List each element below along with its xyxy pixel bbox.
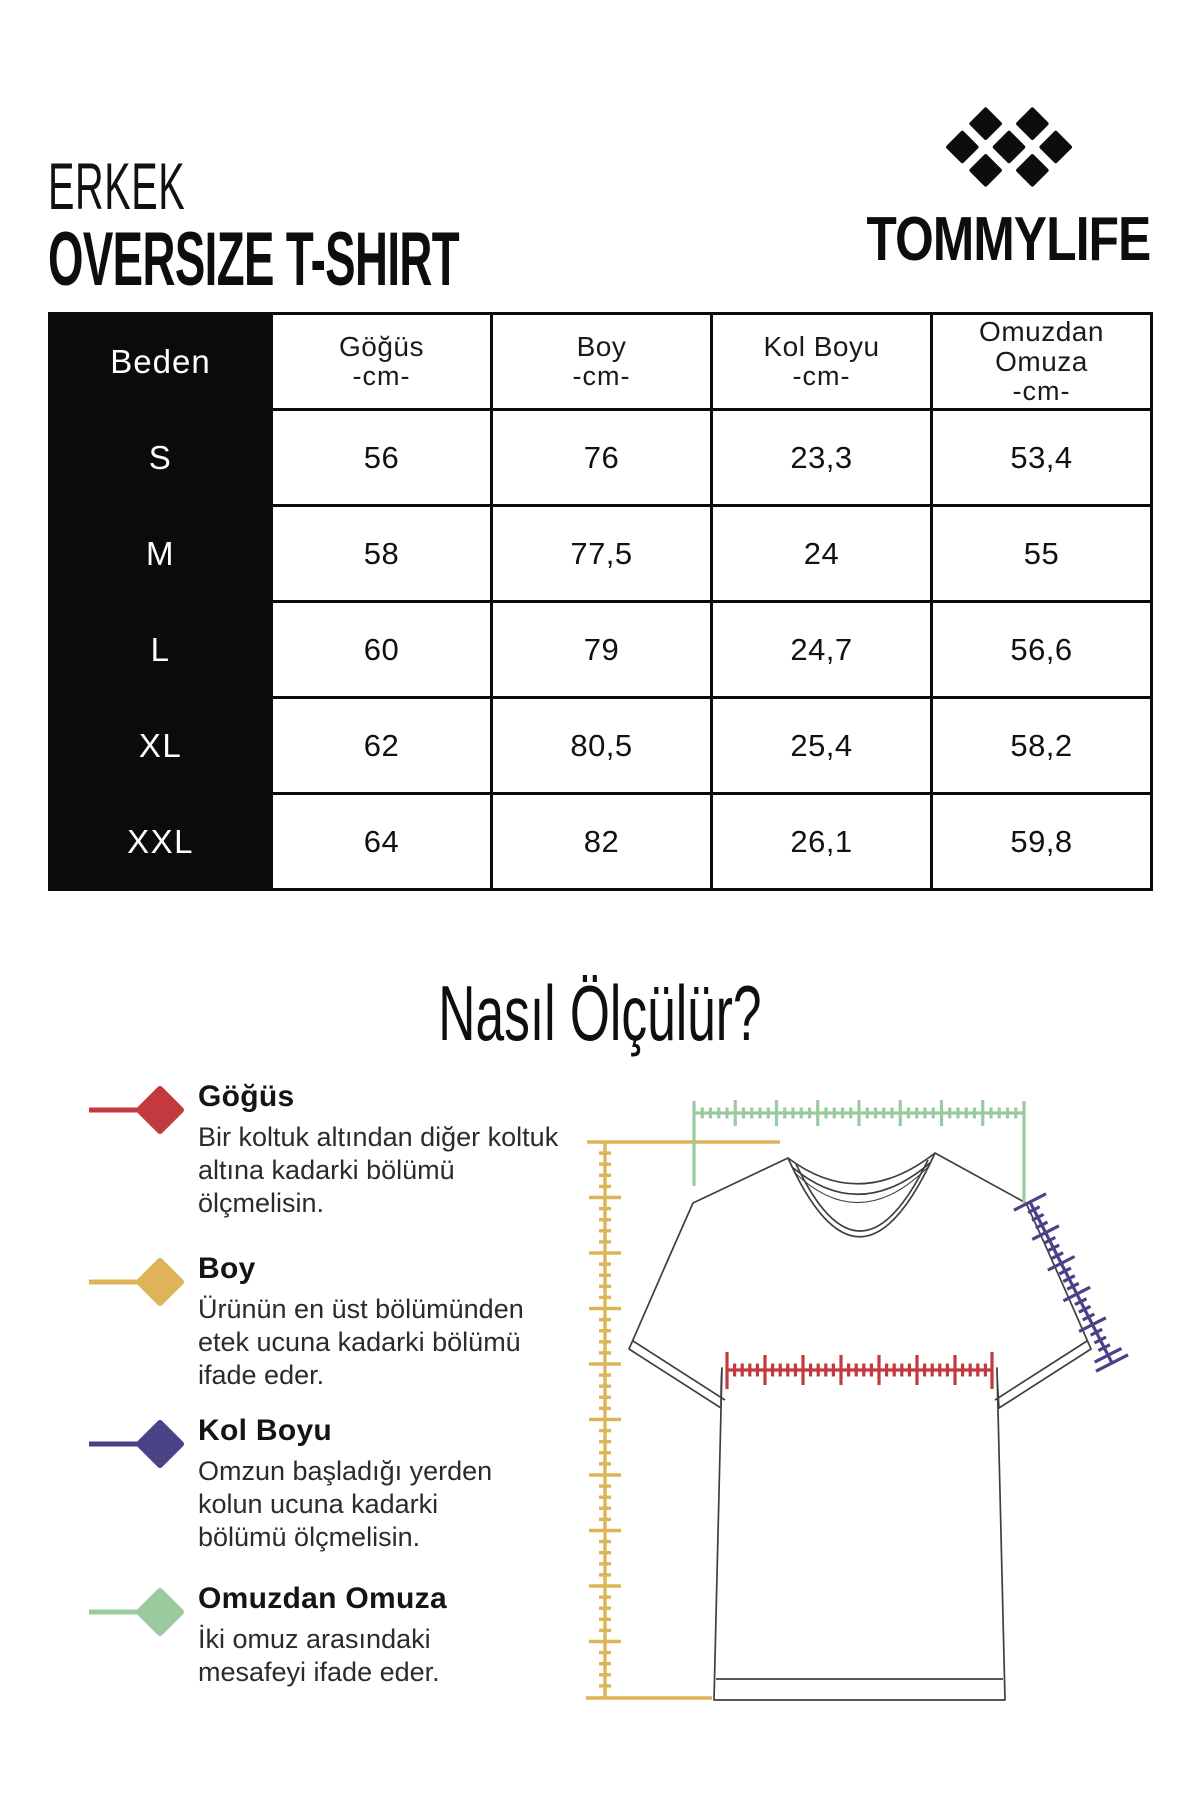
legend-description: Ürünün en üst bölümünden etek ucuna kadarki bölümü ifade eder.: [198, 1294, 524, 1390]
legend-description: Omzun başladığı yerden kolun ucuna kadarki bölümü ölçmelisin.: [198, 1456, 493, 1552]
legend-title: Boy: [198, 1252, 256, 1285]
value-cell: 77,5: [492, 506, 712, 602]
size-table: [48, 312, 1153, 891]
column-label: Boy: [576, 331, 627, 362]
column-label: Göğüs: [339, 331, 424, 362]
column-unit: -cm-: [572, 361, 631, 391]
column-label: Kol Boyu: [763, 331, 880, 362]
column-unit: -cm-: [1012, 376, 1071, 406]
value-cell: 56: [272, 410, 492, 506]
value-cell: 79: [492, 602, 712, 698]
column-unit: -cm-: [352, 361, 411, 391]
column-header-boy: [492, 314, 712, 410]
legend-title: Göğüs: [198, 1080, 295, 1113]
brand-logo: [868, 100, 1148, 275]
legend-item-boy: [86, 1252, 570, 1392]
table-row-s: [50, 410, 1152, 506]
column-header-kol-boyu: [712, 314, 932, 410]
table-row-xxl: [50, 794, 1152, 890]
value-cell: 24,7: [712, 602, 932, 698]
brand-diamonds-icon: [942, 100, 1074, 192]
table-row-l: [50, 602, 1152, 698]
legend-title: Omuzdan Omuza: [198, 1582, 447, 1615]
legend-item-omuzdan-omuza: [86, 1582, 490, 1689]
page-title: [48, 216, 733, 303]
value-cell: 82: [492, 794, 712, 890]
how-to-measure-heading: [0, 968, 1200, 1059]
value-cell: 25,4: [712, 698, 932, 794]
value-cell: 80,5: [492, 698, 712, 794]
brand-wordmark-text: TOMMYLIFE: [866, 205, 1150, 274]
size-label: XL: [50, 698, 272, 794]
value-cell: 53,4: [932, 410, 1152, 506]
value-cell: 64: [272, 794, 492, 890]
column-header-omuzdan-omuza: [932, 314, 1152, 410]
value-cell: 62: [272, 698, 492, 794]
value-cell: 56,6: [932, 602, 1152, 698]
value-cell: 59,8: [932, 794, 1152, 890]
value-cell: 58: [272, 506, 492, 602]
brand-wordmark: [831, 204, 1186, 275]
tshirt-diagram: [500, 1060, 1140, 1800]
page-title-text: OVERSIZE T-SHIRT: [48, 217, 459, 302]
legend-description: İki omuz arasındaki mesafeyi ifade eder.: [198, 1624, 440, 1687]
size-label: S: [50, 410, 272, 506]
table-row-xl: [50, 698, 1152, 794]
size-label: L: [50, 602, 272, 698]
tshirt-outline: [629, 1153, 1091, 1700]
legend-description: Bir koltuk altından diğer koltuk altına kadarki bölümü ölçmelisin.: [198, 1122, 559, 1218]
column-unit: -cm-: [792, 361, 851, 391]
value-cell: 60: [272, 602, 492, 698]
column-label: Omuzdan Omuza: [979, 316, 1104, 377]
product-category-text: ERKEK: [48, 149, 186, 223]
size-label: XXL: [50, 794, 272, 890]
value-cell: 55: [932, 506, 1152, 602]
how-to-measure-heading-text: Nasıl Ölçülür?: [438, 969, 762, 1057]
table-row-m: [50, 506, 1152, 602]
size-table-corner-header: Beden: [50, 314, 272, 410]
value-cell: 58,2: [932, 698, 1152, 794]
value-cell: 76: [492, 410, 712, 506]
size-label: M: [50, 506, 272, 602]
legend-item-gogus: [86, 1080, 570, 1220]
column-header-gogus: [272, 314, 492, 410]
product-category: [48, 148, 277, 224]
value-cell: 23,3: [712, 410, 932, 506]
legend-item-kol-boyu: [86, 1414, 530, 1554]
kol-boyu-diamond-icon: [86, 1414, 190, 1478]
value-cell: 26,1: [712, 794, 932, 890]
legend-title: Kol Boyu: [198, 1414, 333, 1447]
omuzdan-omuza-diamond-icon: [86, 1582, 190, 1646]
boy-diamond-icon: [86, 1252, 190, 1316]
value-cell: 24: [712, 506, 932, 602]
gogus-diamond-icon: [86, 1080, 190, 1144]
